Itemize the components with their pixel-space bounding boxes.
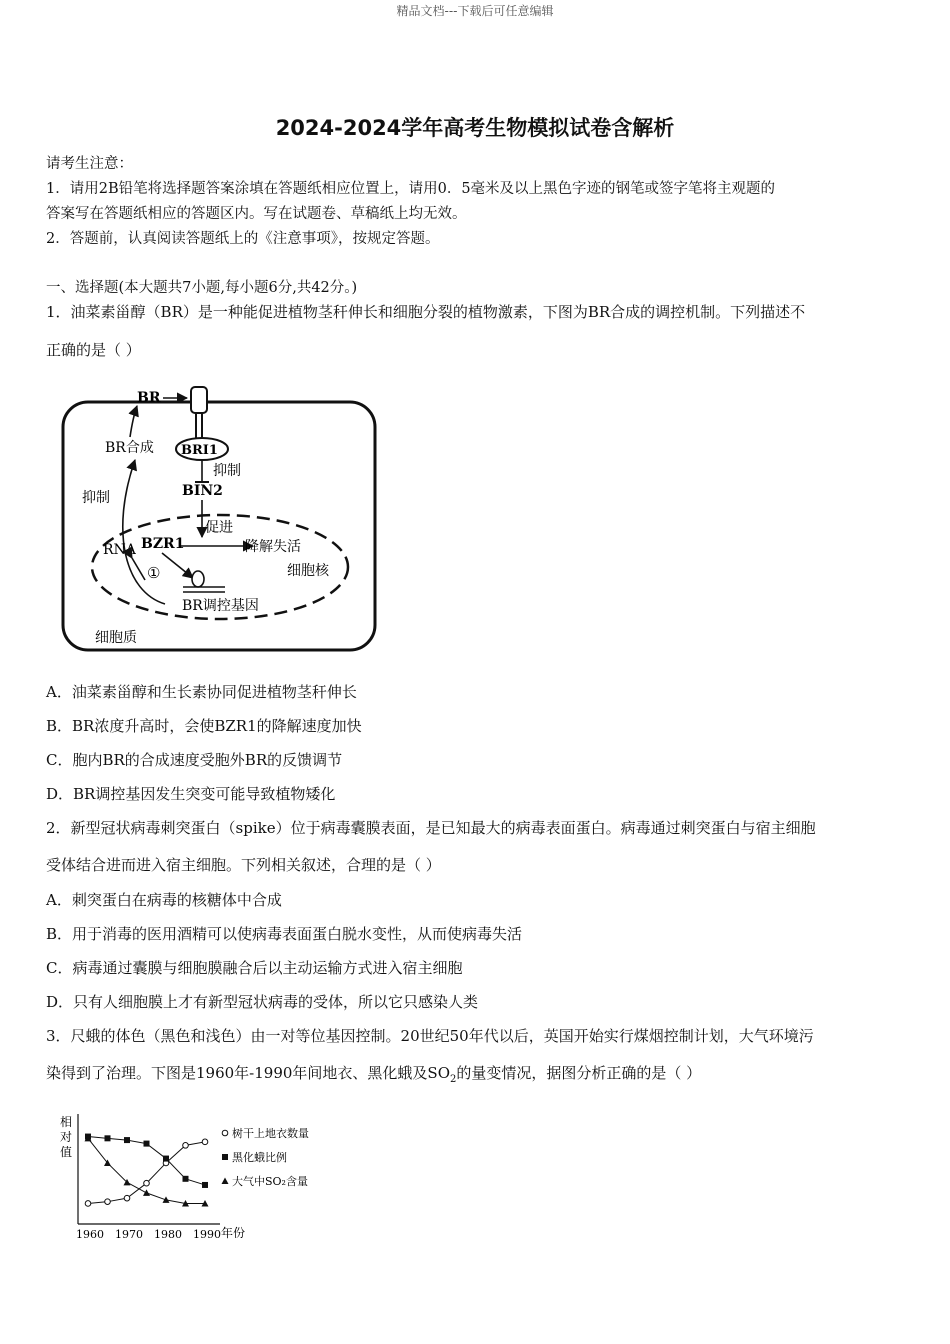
chart-point xyxy=(222,1178,229,1185)
chart-point xyxy=(143,1189,150,1196)
q1-option-a: A．油菜素甾醇和生长素协同促进植物茎秆伸长 xyxy=(46,683,357,701)
q3-stem-2: 染得到了治理。下图是1960年-1990年间地衣、黑化蛾及$SO_2$的量变情况，据图分析正确的是（ ） xyxy=(46,1064,702,1085)
page-title: 2024-2024学年高考生物模拟试卷含解析 xyxy=(275,116,675,140)
chart-point xyxy=(105,1135,111,1141)
receptor-icon xyxy=(191,387,207,413)
chart-point xyxy=(163,1196,170,1203)
q1-option-c: C．胞内BR的合成速度受胞外BR的反馈调节 xyxy=(46,751,343,769)
chart-point xyxy=(222,1130,228,1136)
chart-point xyxy=(163,1156,169,1162)
chart-point xyxy=(85,1201,91,1207)
diagram-label-br-synth: BR合成 xyxy=(105,440,154,456)
notice-heading: 请考生注意： xyxy=(46,156,133,172)
chart-point xyxy=(183,1176,189,1182)
notice-item-2: 2．答题前，认真阅读答题纸上的《注意事项》，按规定答题。 xyxy=(46,231,440,247)
q2-option-c: C．病毒通过囊膜与细胞膜融合后以主动运输方式进入宿主细胞 xyxy=(46,959,463,977)
q2-option-a: A．刺突蛋白在病毒的核糖体中合成 xyxy=(46,891,282,909)
q2-stem-1: 2．新型冠状病毒刺突蛋白（spike）位于病毒囊膜表面，是已知最大的病毒表面蛋白。病毒通过刺突蛋白与宿主细胞 xyxy=(46,819,816,837)
diagram-label-nucleus: 细胞核 xyxy=(287,563,329,579)
diagram-label-degrade: 降解失活 xyxy=(245,539,301,555)
chart-legend-label: 黑化蛾比例 xyxy=(232,1151,287,1164)
br-regulation-diagram xyxy=(55,382,385,657)
diagram-label-bri1: BRI1 xyxy=(181,443,218,458)
chart-point xyxy=(124,1195,130,1201)
diagram-label-rna: RNA xyxy=(103,542,136,558)
chart-point xyxy=(144,1180,150,1186)
chart-point xyxy=(183,1143,189,1149)
q2-option-d: D．只有人细胞膜上才有新型冠状病毒的受体，所以它只感染人类 xyxy=(46,993,479,1011)
chart-x-tick: 1990 xyxy=(193,1228,221,1241)
chart-ylabel-2: 对 xyxy=(60,1130,73,1144)
chart-xlabel: 年份 xyxy=(221,1226,246,1240)
notice-item-1: 1．请用2B铅笔将选择题答案涂填在答题纸相应位置上，请用0．5毫米及以上黑色字迹的钢笔或签字笔将主观题的 xyxy=(46,181,776,197)
diagram-label-bzr1: BZR1 xyxy=(141,536,185,552)
q1-stem-1: 1．油菜素甾醇（BR）是一种能促进植物茎秆伸长和细胞分裂的植物激素，下图为BR合成的调控机制。下列描述不 xyxy=(46,303,806,321)
q3-stem-1: 3．尺蛾的体色（黑色和浅色）由一对等位基因控制。20世纪50年代以后，英国开始实行煤烟控制计划，大气环境污 xyxy=(46,1027,814,1045)
chart-legend-label: 树干上地衣数量 xyxy=(232,1127,309,1140)
diagram-label-inhibit-left: 抑制 xyxy=(82,490,110,506)
chart-point xyxy=(202,1139,208,1145)
chart-point xyxy=(105,1199,111,1205)
q3-line-chart xyxy=(55,1108,345,1248)
q1-stem-2: 正确的是（ ） xyxy=(46,341,141,359)
diagram-label-bin2: BIN2 xyxy=(182,483,223,499)
chart-point xyxy=(144,1141,150,1147)
diagram-label-cytoplasm: 细胞质 xyxy=(95,630,137,646)
q1-option-b: B．BR浓度升高时，会使BZR1的降解速度加快 xyxy=(46,717,362,735)
diagram-label-gene: BR调控基因 xyxy=(182,598,259,614)
section-heading: 一、选择题(本大题共7小题,每小题6分,共42分。) xyxy=(46,280,358,296)
page-header: 精品文档---下载后可任意编辑 xyxy=(396,4,554,18)
diagram-label-circle-one: ① xyxy=(147,564,161,582)
diagram-label-inhibit-right: 抑制 xyxy=(213,463,241,479)
diagram-label-promote: 促进 xyxy=(205,520,233,536)
notice-item-1-cont: 答案写在答题纸相应的答题区内。写在试题卷、草稿纸上均无效。 xyxy=(46,206,467,222)
chart-legend-label: 大气中SO₂含量 xyxy=(232,1175,308,1188)
chart-ylabel-1: 相 xyxy=(60,1115,73,1129)
diagram-label-br: BR xyxy=(137,390,161,406)
chart-point xyxy=(202,1182,208,1188)
chart-x-tick: 1960 xyxy=(76,1228,104,1241)
chart-x-tick: 1980 xyxy=(154,1228,182,1241)
chart-point xyxy=(124,1137,130,1143)
chart-x-tick: 1970 xyxy=(115,1228,143,1241)
chart-ylabel-3: 值 xyxy=(60,1145,73,1159)
q2-stem-2: 受体结合进而进入宿主细胞。下列相关叙述，合理的是（ ） xyxy=(46,856,441,874)
q2-option-b: B．用于消毒的医用酒精可以使病毒表面蛋白脱水变性，从而使病毒失活 xyxy=(46,925,523,943)
q1-option-d: D．BR调控基因发生突变可能导致植物矮化 xyxy=(46,785,336,803)
chart-point xyxy=(222,1154,228,1160)
